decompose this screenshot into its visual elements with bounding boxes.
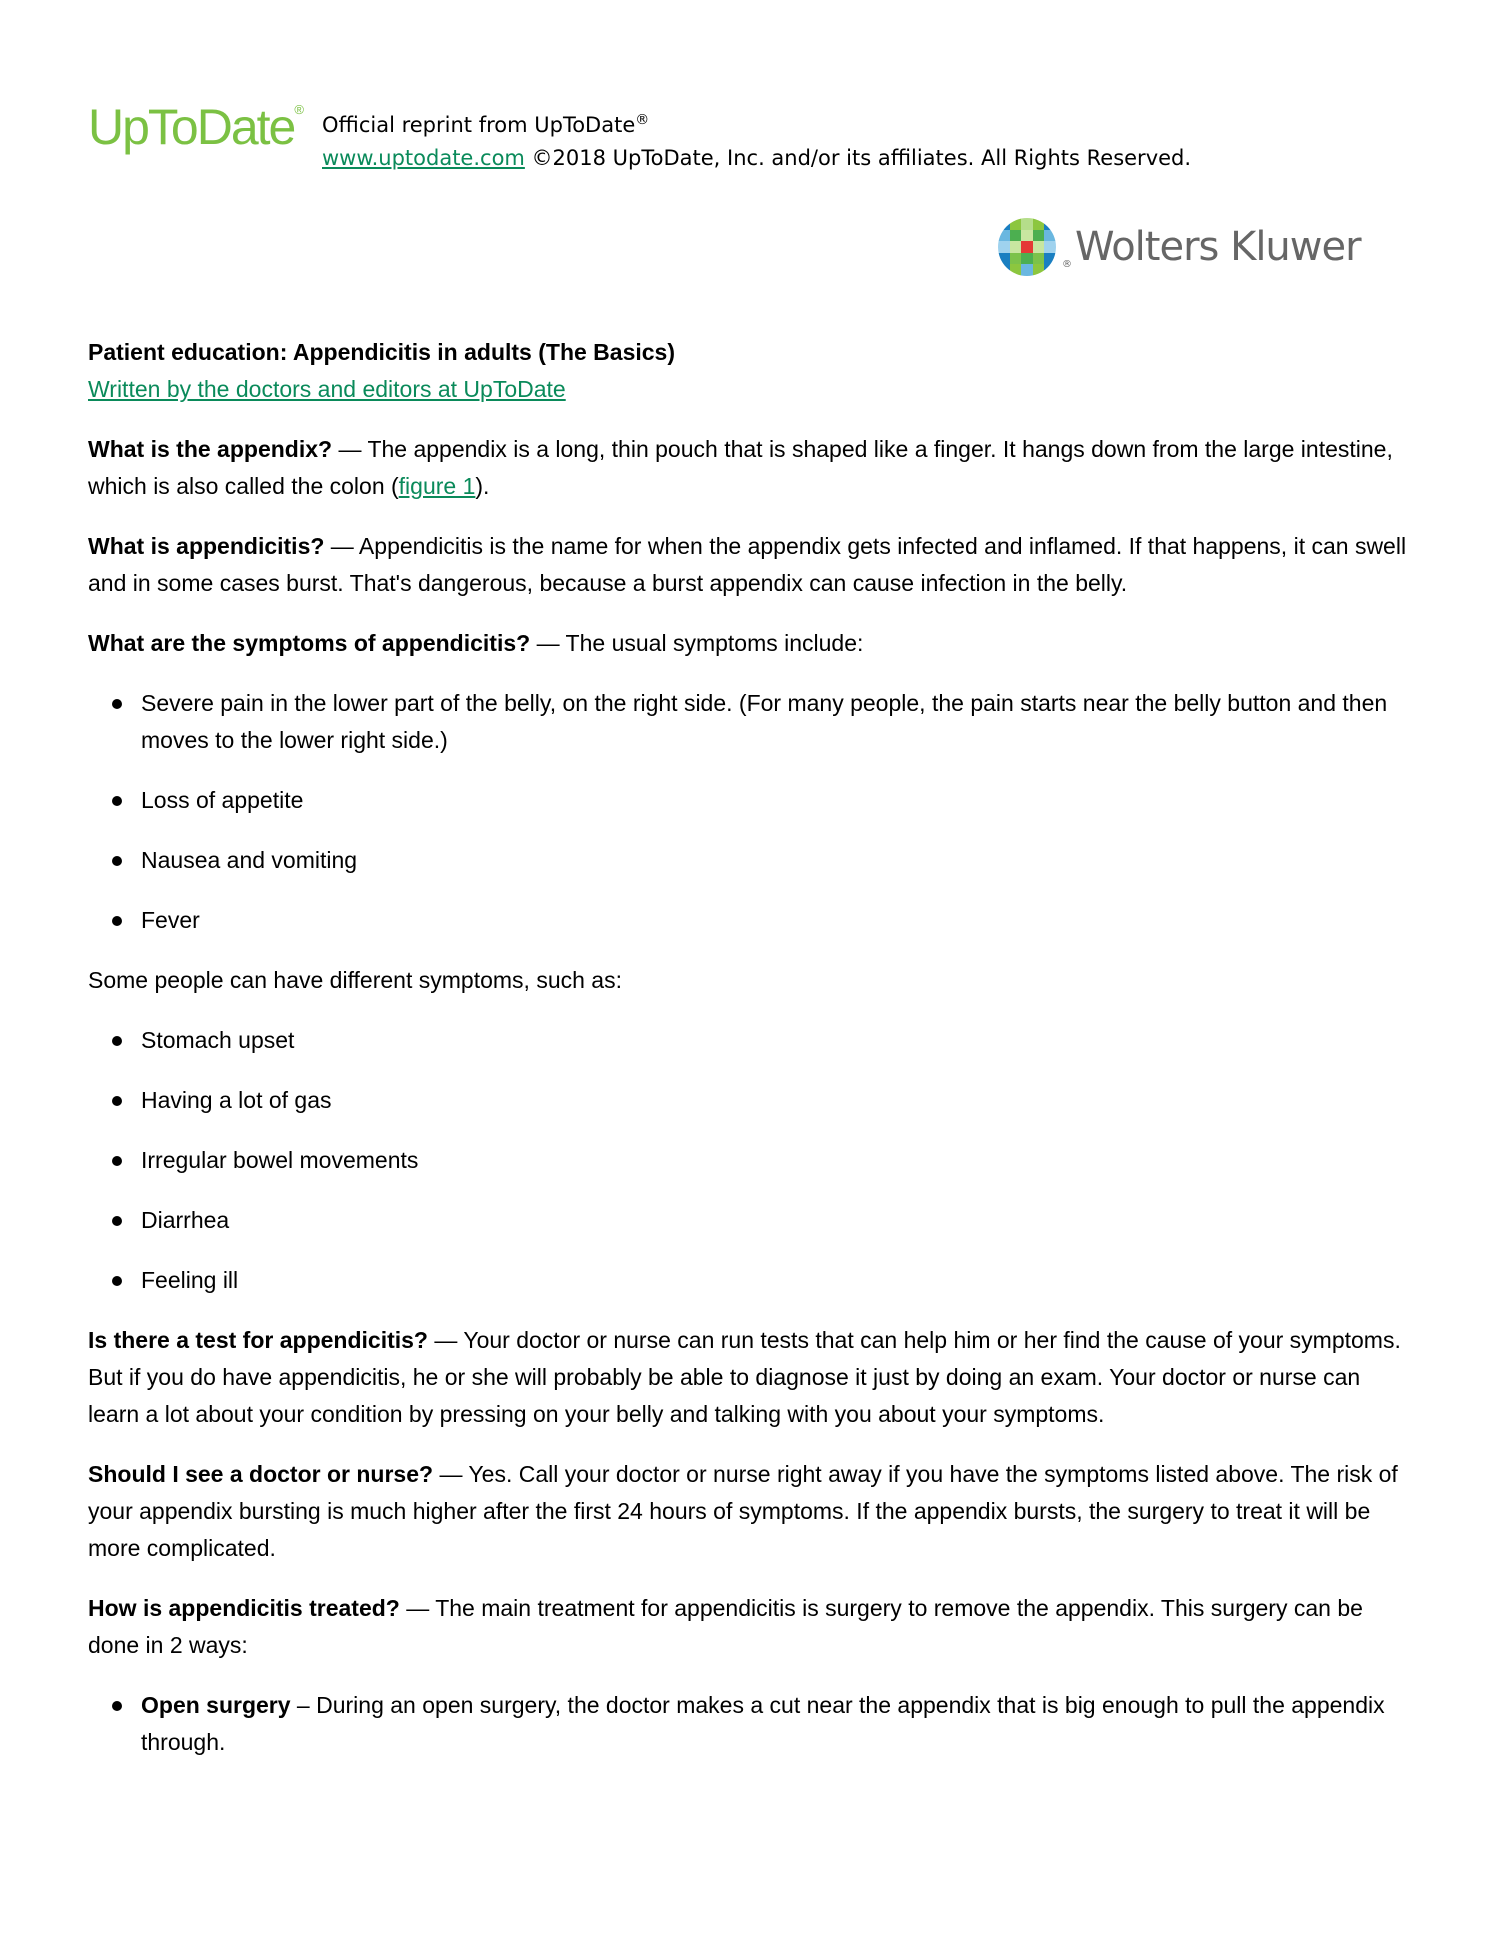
list-item: Severe pain in the lower part of the belly, on the right side. (For many people, the pain starts near the belly button and then moves to the lower right side.)	[88, 685, 1408, 759]
answer: — The usual symptoms include:	[530, 630, 864, 656]
article	[88, 334, 1408, 1784]
answer: — Your doctor or nurse can run tests that can help him or her find the cause of your symptoms. But if you do have appendicitis, he or she will probably be able to diagnose it just by doing an exam. Your doctor or nurse can learn a lot about your condition by pressing on your belly and talking with you about your symptoms.	[88, 1327, 1401, 1427]
list-item: Having a lot of gas	[88, 1082, 1408, 1119]
answer: — Appendicitis is the name for when the appendix gets infected and inflamed. If that happens, it can swell and in some cases burst. That's dangerous, because a burst appendix can cause infection in the belly.	[88, 533, 1407, 596]
question: What is the appendix?	[88, 436, 333, 462]
article-title: Patient education: Appendicitis in adults (The Basics)	[88, 339, 676, 365]
question: How is appendicitis treated?	[88, 1595, 400, 1621]
answer: — Yes. Call your doctor or nurse right away if you have the symptoms listed above. The risk of your appendix bursting is much higher after the first 24 hours of symptoms. If the appendix bursts, the surgery to treat it will be more complicated.	[88, 1461, 1398, 1561]
treatment-description: – During an open surgery, the doctor makes a cut near the appendix that is big enough to pull the appendix through.	[141, 1692, 1385, 1755]
figure-link[interactable]: figure 1	[398, 473, 476, 499]
list-item: Stomach upset	[88, 1022, 1408, 1059]
other-symptoms-intro: Some people can have different symptoms, such as:	[88, 967, 622, 993]
reprint-text: Official reprint from UpToDate	[322, 113, 636, 137]
registered-mark: ®	[635, 112, 650, 128]
globe-icon	[998, 218, 1056, 276]
registered-mark: ®	[294, 102, 304, 117]
treatment-name: Open surgery	[141, 1692, 291, 1718]
answer-end: ).	[475, 473, 490, 499]
question: Is there a test for appendicitis?	[88, 1327, 428, 1353]
publisher-name: Wolters Kluwer	[1075, 224, 1361, 270]
registered-mark: ®	[1062, 259, 1071, 270]
copyright-text: ©2018 UpToDate, Inc. and/or its affiliates. All Rights Reserved.	[524, 146, 1192, 170]
other-symptom-list	[88, 1022, 1408, 1299]
section-treatment	[88, 1590, 1408, 1664]
treatment-list	[88, 1687, 1408, 1761]
list-item	[88, 1687, 1408, 1761]
list-item: Diarrhea	[88, 1202, 1408, 1239]
section-symptoms	[88, 625, 1408, 662]
list-item: Irregular bowel movements	[88, 1142, 1408, 1179]
uptodate-site-link[interactable]: www.uptodate.com	[322, 146, 525, 170]
list-item: Feeling ill	[88, 1262, 1408, 1299]
logo-text: UpToDate	[88, 99, 295, 155]
question: What are the symptoms of appendicitis?	[88, 630, 531, 656]
section-appendicitis	[88, 528, 1408, 602]
question: Should I see a doctor or nurse?	[88, 1461, 434, 1487]
section-test	[88, 1322, 1408, 1433]
symptom-list	[88, 685, 1408, 939]
answer: — The main treatment for appendicitis is surgery to remove the appendix. This surgery can be done in 2 ways:	[88, 1595, 1363, 1658]
section-see-doctor	[88, 1456, 1408, 1567]
list-item: Loss of appetite	[88, 782, 1408, 819]
answer: — The appendix is a long, thin pouch that is shaped like a finger. It hangs down from the large intestine, which is also called the colon (	[88, 436, 1393, 499]
reprint-header	[322, 104, 1191, 175]
wolters-kluwer-logo	[998, 218, 1361, 276]
question: What is appendicitis?	[88, 533, 325, 559]
list-item: Fever	[88, 902, 1408, 939]
uptodate-logo	[88, 98, 304, 156]
byline-link[interactable]: Written by the doctors and editors at UpToDate	[88, 376, 566, 402]
section-appendix	[88, 431, 1408, 505]
list-item: Nausea and vomiting	[88, 842, 1408, 879]
